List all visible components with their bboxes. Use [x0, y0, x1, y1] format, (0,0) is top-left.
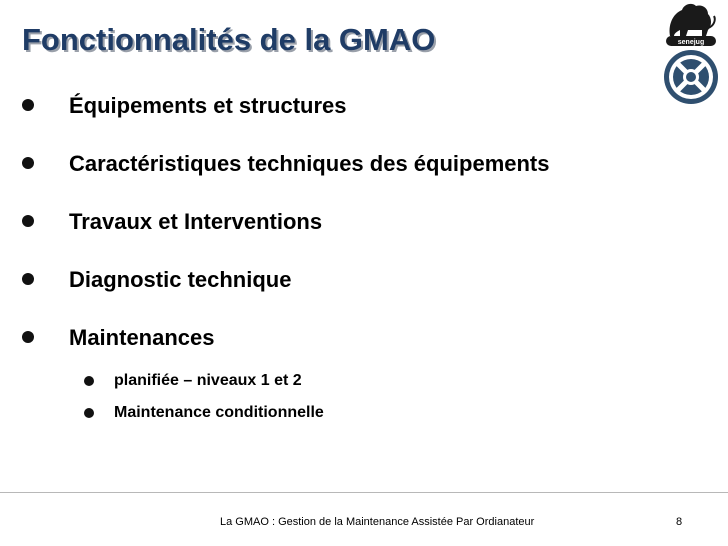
sub-bullet-list [0, 366, 728, 430]
bullet-icon [84, 408, 94, 418]
lion-logo [658, 0, 722, 48]
svg-text:senejug: senejug [677, 39, 705, 46]
bullet-icon [84, 376, 94, 386]
main-bullet-list [0, 86, 728, 376]
list-item: Maintenance conditionnelle [0, 398, 728, 430]
list-item: Maintenances [0, 318, 728, 376]
page-number: 8 [676, 516, 683, 528]
list-item: Diagnostic technique [0, 260, 728, 318]
list-item: Caractéristiques techniques des équipements [0, 144, 728, 202]
bullet-icon [22, 331, 34, 343]
footer-divider [0, 492, 728, 493]
bullet-icon [22, 157, 34, 169]
list-item: Travaux et Interventions [0, 202, 728, 260]
bullet-icon [22, 99, 34, 111]
bullet-icon [22, 215, 34, 227]
slide-title: Fonctionnalités de la GMAO [22, 22, 436, 57]
footer-text: La GMAO : Gestion de la Maintenance Assistée Par Ordianateur [220, 516, 535, 528]
list-item: Équipements et structures [0, 86, 728, 144]
bullet-icon [22, 273, 34, 285]
list-item: planifiée – niveaux 1 et 2 [0, 366, 728, 398]
